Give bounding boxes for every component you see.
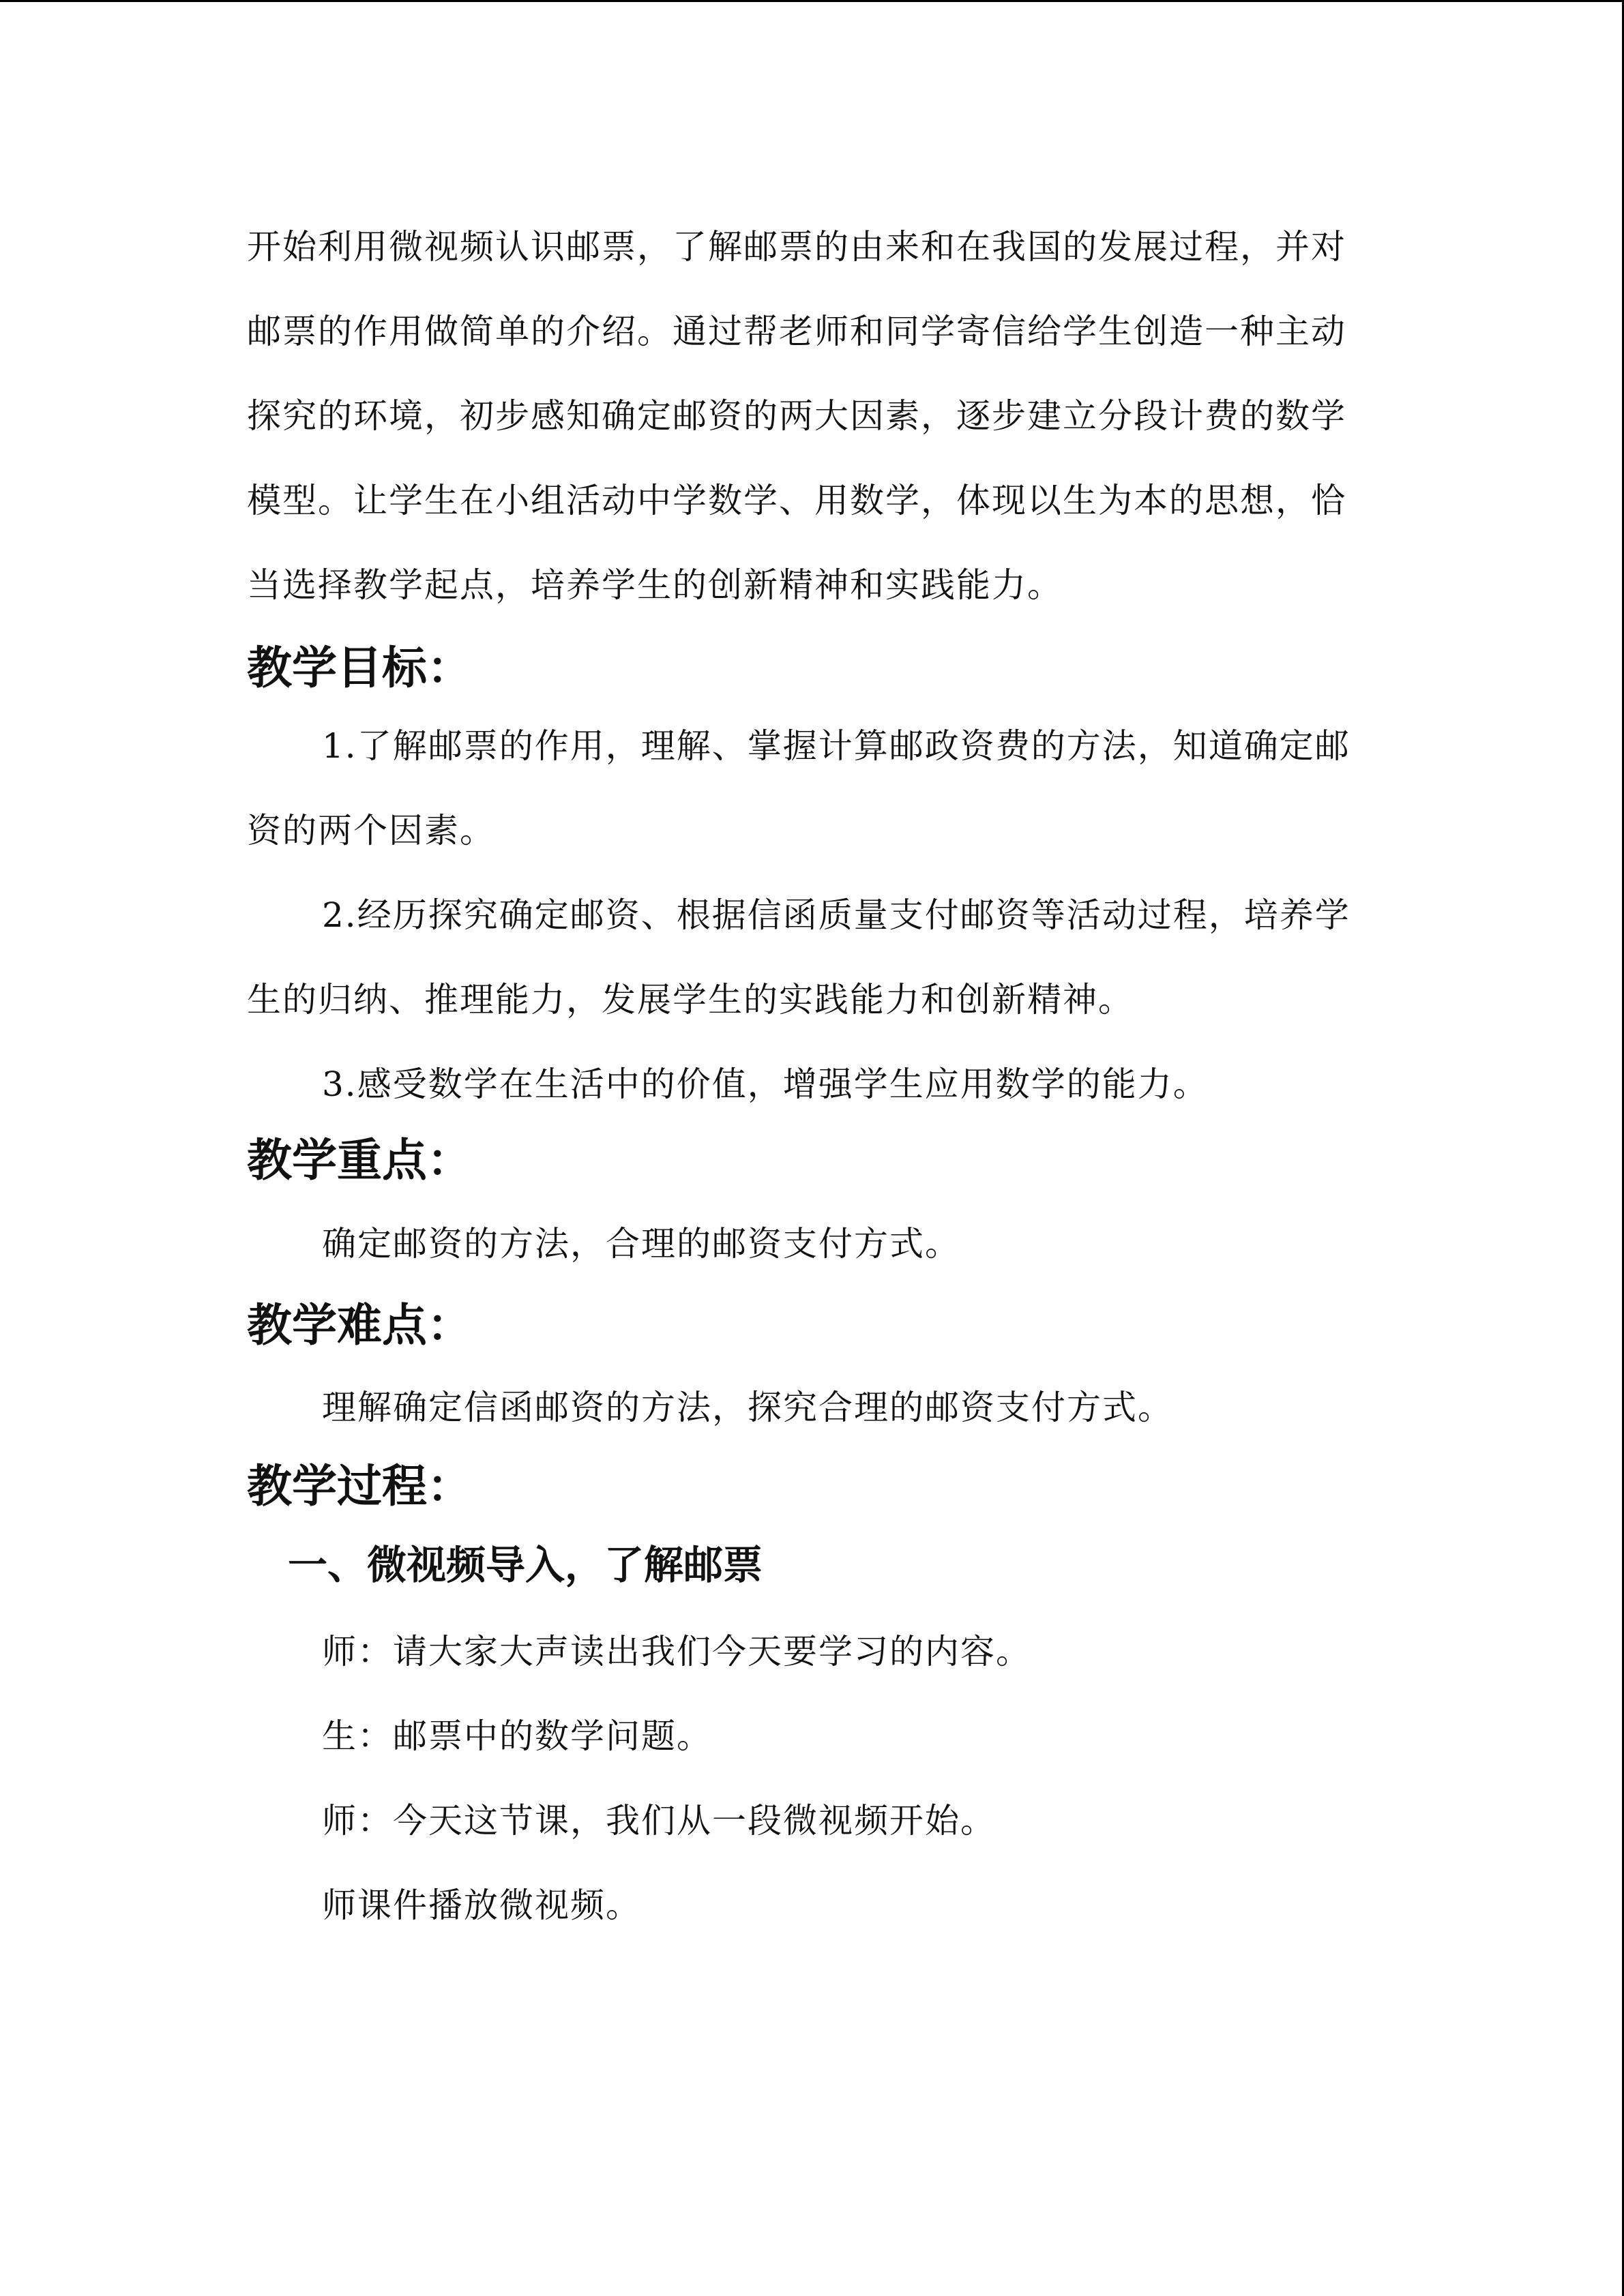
- difficulties-heading: 教学难点：: [247, 1299, 472, 1352]
- goal-item-1: 1.了解邮票的作用，理解、掌握计算邮政资费的方法，知道确定邮资的两个因素。: [247, 726, 1350, 850]
- dialogue-line-4: 师课件播放微视频。: [322, 1885, 641, 1925]
- dialogue-line-2: 生：邮票中的数学问题。: [322, 1716, 712, 1756]
- key-points-heading: 教学重点：: [247, 1134, 472, 1187]
- key-points-text: 确定邮资的方法，合理的邮资支付方式。: [322, 1224, 960, 1264]
- goal-item-2: 2.经历探究确定邮资、根据信函质量支付邮资等活动过程，培养学生的归纳、推理能力，发展学生的实践能力和创新精神。: [247, 895, 1350, 1019]
- process-heading: 教学过程：: [247, 1460, 472, 1512]
- dialogue-line-3: 师：今天这节课，我们从一段微视频开始。: [322, 1801, 996, 1840]
- teaching-goals-heading: 教学目标：: [247, 642, 472, 694]
- goal-item-3: 3.感受数学在生活中的价值，增强学生应用数学的能力。: [322, 1064, 1209, 1104]
- intro-paragraph: 开始利用微视频认识邮票，了解邮票的由来和在我国的发展过程，并对邮票的作用做简单的介绍。通过帮老师和同学寄信给学生创造一种主动探究的环境，初步感知确定邮资的两大因素，逐步建立分段计费的数学模型。让学生在小组活动中学数学、用数学，体现以生为本的思想，恰当选择教学起点，培养学生的创新精神和实践能力。: [247, 227, 1346, 605]
- page-border-top: [0, 0, 1624, 2]
- difficulties-text: 理解确定信函邮资的方法，探究合理的邮资支付方式。: [322, 1388, 1173, 1427]
- document-body: [247, 205, 1365, 1948]
- dialogue-line-1: 师：请大家大声读出我们今天要学习的内容。: [322, 1632, 1031, 1671]
- process-subheading: 一、微视频导入，了解邮票: [288, 1542, 763, 1588]
